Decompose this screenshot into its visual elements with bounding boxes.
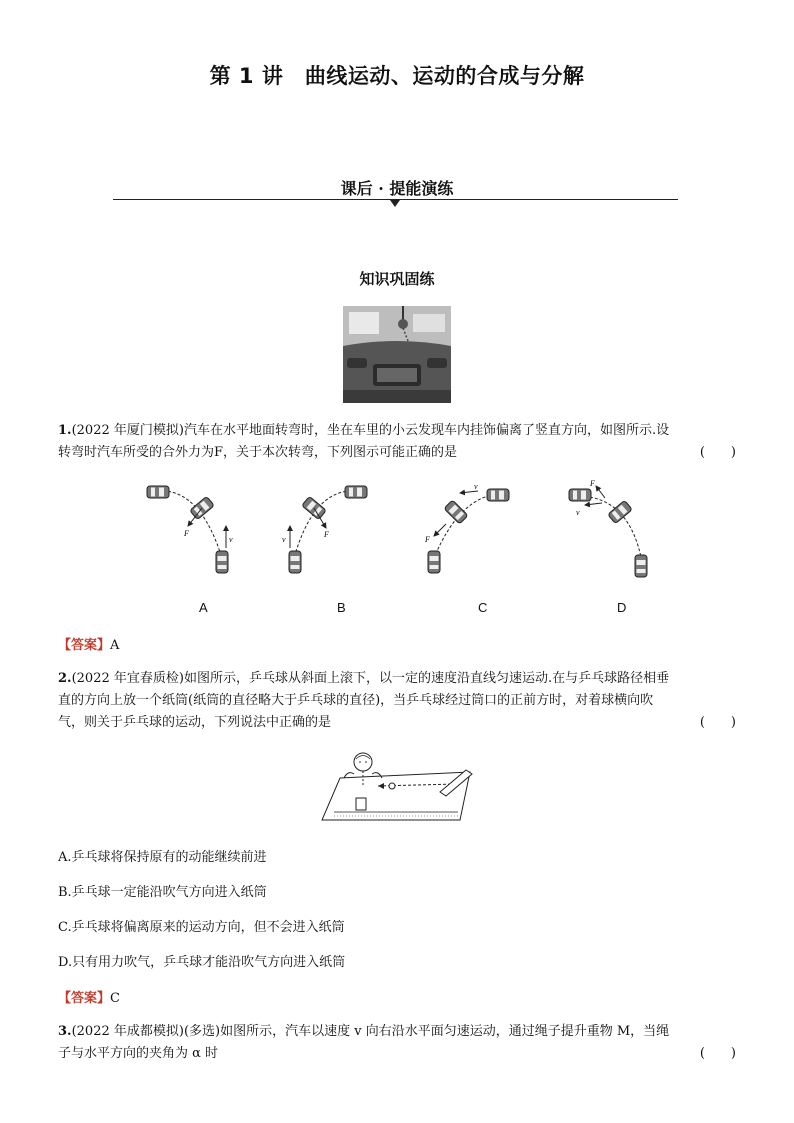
question-3 (58, 1021, 748, 1065)
q1-diagrams (130, 478, 670, 586)
question-source: (2022 年成都模拟)(多选) (71, 1024, 221, 1039)
divider-marker-icon (390, 200, 400, 207)
question-text-line: 如图所示，汽车以速度 v 向右沿水平面匀速运动，通过绳子提升重物 M，当绳 (220, 1024, 670, 1039)
option-a: A.乒乓球将保持原有的动能继续前进 (58, 850, 267, 865)
option-c: C.乒乓球将偏离原来的运动方向，但不会进入纸筒 (58, 920, 345, 935)
q2-answer (58, 987, 120, 1006)
force-label: F (590, 479, 595, 488)
question-number: 2. (58, 671, 72, 686)
answer-value: C (110, 991, 120, 1006)
page-title: 第 1 讲 曲线运动、运动的合成与分解 (209, 64, 585, 88)
force-label: F (324, 530, 329, 539)
force-label: F (184, 529, 189, 538)
question-1 (58, 420, 748, 464)
velocity-label: v (576, 508, 580, 517)
velocity-label: v (282, 535, 286, 544)
answer-value: A (110, 638, 120, 653)
question-number: 1. (58, 423, 72, 438)
question-text-line: 气，则关于乒乓球的运动，下列说法中正确的是 (58, 715, 332, 730)
question-text-line: 直的方向上放一个纸筒(纸筒的直径略大于乒乓球的直径)，当乒乓球经过筒口的正前方时，对着球横向吹 (58, 693, 654, 708)
option-d: D.只有用力吹气，乒乓球才能沿吹气方向进入纸筒 (58, 955, 346, 970)
velocity-label: v (474, 482, 478, 491)
diagram-a (147, 486, 233, 573)
question-text-line: 汽车在水平地面转弯时，坐在车里的小云发现车内挂饰偏离了竖直方向，如图所示.设 (183, 423, 670, 438)
answer-bracket: ( ) (699, 1046, 736, 1061)
section-header: 课后 · 提能演练 (340, 179, 454, 198)
pingpong-diagram (318, 746, 476, 824)
question-text-line: 转弯时汽车所受的合外力为F，关于本次转弯，下列图示可能正确的是 (58, 445, 458, 460)
diagram-d (569, 479, 647, 577)
option-b: B.乒乓球一定能沿吹气方向进入纸筒 (58, 885, 267, 900)
subsection-title: 知识巩固练 (359, 270, 435, 288)
answer-bracket: ( ) (699, 715, 736, 730)
question-2 (58, 668, 748, 734)
diagram-label-b: B (337, 600, 346, 615)
diagram-label-a: A (199, 600, 208, 615)
answer-bracket: ( ) (699, 445, 736, 460)
q1-answer (58, 634, 119, 653)
question-text-line: 子与水平方向的夹角为 α 时 (58, 1046, 219, 1061)
diagram-b (282, 486, 367, 573)
question-source: (2022 年宜春质检) (71, 671, 184, 686)
question-number: 3. (58, 1024, 72, 1039)
velocity-label: v (229, 535, 233, 544)
force-label: F (425, 535, 430, 544)
diagram-c (424, 482, 509, 573)
diagram-label-d: D (617, 600, 627, 615)
car-interior-photo (343, 306, 451, 403)
answer-tag: 【答案】 (58, 638, 111, 653)
question-source: (2022 年厦门模拟) (71, 423, 184, 438)
answer-tag: 【答案】 (58, 991, 111, 1006)
question-text-line: 如图所示，乒乓球从斜面上滚下，以一定的速度沿直线匀速运动.在与乒乓球路径相垂 (183, 671, 670, 686)
diagram-label-c: C (478, 600, 488, 615)
